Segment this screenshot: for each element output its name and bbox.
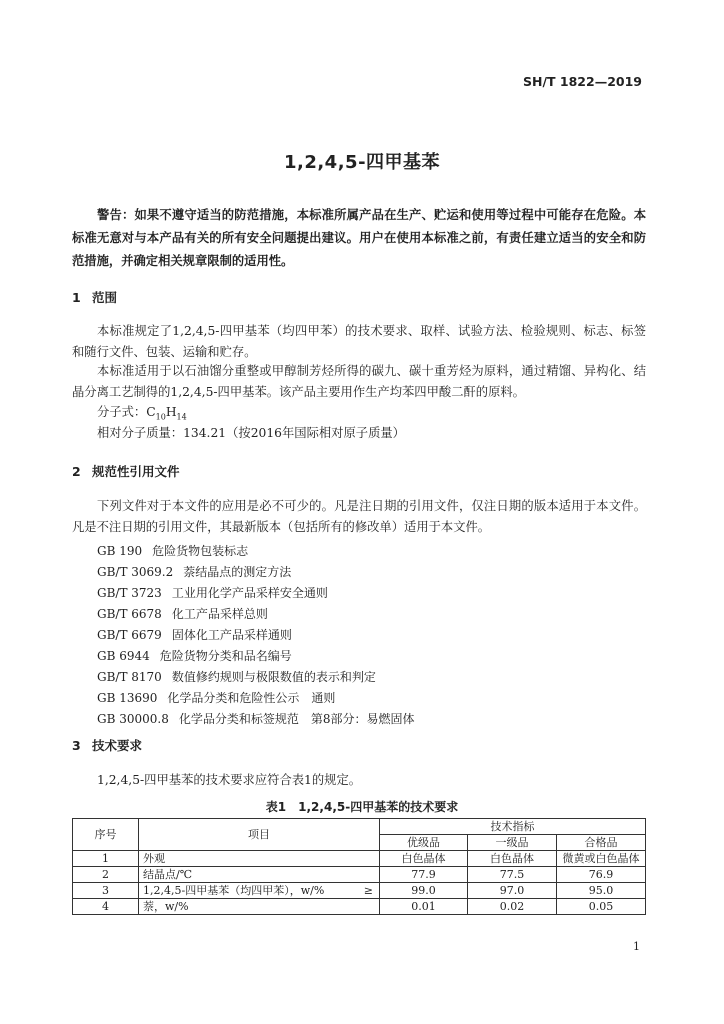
header-grade: 合格品	[557, 835, 646, 851]
reference-item	[97, 541, 414, 562]
reference-item	[97, 604, 414, 625]
formula-label: 分子式：	[97, 405, 147, 419]
reference-name: 化学品分类和标签规范 第8部分：易燃固体	[178, 712, 415, 726]
reference-code: GB/T 3069.2	[97, 565, 174, 579]
row-item	[139, 883, 380, 899]
section-3-intro: 1,2,4,5-四甲基苯的技术要求应符合表1的规定。	[97, 773, 362, 787]
section-1-title: 范围	[92, 290, 118, 305]
reference-code: GB/T 8170	[97, 670, 162, 684]
section-2-title: 规范性引用文件	[92, 464, 180, 479]
row-value: 77.5	[468, 867, 557, 883]
molecular-formula	[97, 402, 187, 421]
reference-code: GB 30000.8	[97, 712, 169, 726]
reference-name: 固体化工产品采样通则	[171, 628, 292, 642]
reference-name: 危险货物包装标志	[152, 544, 249, 558]
table-caption: 表1 1,2,4,5-四甲基苯的技术要求	[265, 800, 459, 814]
reference-name: 工业用化学产品采样安全通则	[171, 586, 328, 600]
reference-name: 化学品分类和危险性公示 通则	[167, 691, 336, 705]
row-value: 95.0	[557, 883, 646, 899]
row-value: 76.9	[557, 867, 646, 883]
header-item: 项目	[139, 819, 380, 851]
spec-table	[72, 818, 646, 915]
section-2-heading	[72, 462, 180, 480]
row-value: 97.0	[468, 883, 557, 899]
section-3-title: 技术要求	[92, 738, 143, 753]
reference-item	[97, 583, 414, 604]
warning-paragraph: 警告：如果不遵守适当的防范措施，本标准所属产品在生产、贮运和使用等过程中可能存在危险。本标准无意对与本产品有关的所有安全问题提出建议。用户在使用本标准之前，有责任建立适当的安全和防范措施，并确定相关规章限制的适用性。	[72, 208, 646, 268]
section-3-heading	[72, 736, 142, 754]
row-no: 4	[73, 899, 139, 915]
row-value: 0.02	[468, 899, 557, 915]
standard-number: SH/T 1822—2019	[523, 74, 642, 89]
row-item	[139, 899, 380, 915]
row-item-text: 1,2,4,5-四甲基苯（均四甲苯），w/%	[143, 884, 325, 897]
section-1-number: 1	[72, 290, 81, 305]
row-no: 2	[73, 867, 139, 883]
reference-name: 化工产品采样总则	[171, 607, 268, 621]
row-no: 3	[73, 883, 139, 899]
reference-code: GB/T 6679	[97, 628, 162, 642]
section-1-paragraph-2: 本标准适用于以石油馏分重整或甲醇制芳烃所得的碳九、碳十重芳烃为原料，通过精馏、异构化、结晶分离工艺制得的1,2,4,5-四甲基苯。该产品主要用作生产均苯四甲酸二酐的原料。	[72, 364, 646, 399]
formula-carbon: C	[146, 405, 156, 419]
formula-hydrogen: H	[165, 405, 177, 419]
row-item-text: 结晶点/℃	[143, 868, 193, 881]
header-grade: 优级品	[380, 835, 468, 851]
row-item-text: 萘，w/%	[143, 900, 189, 913]
reference-item	[97, 709, 414, 730]
reference-item	[97, 688, 414, 709]
row-no: 1	[73, 851, 139, 867]
reference-code: GB 13690	[97, 691, 158, 705]
section-2-intro: 下列文件对于本文件的应用是必不可少的。凡是注日期的引用文件，仅注日期的版本适用于本文件。凡是不注日期的引用文件，其最新版本（包括所有的修改单）适用于本文件。	[72, 499, 646, 534]
reference-name: 数值修约规则与极限数值的表示和判定	[171, 670, 376, 684]
header-no: 序号	[73, 819, 139, 851]
reference-name: 危险货物分类和品名编号	[159, 649, 292, 663]
reference-item	[97, 667, 414, 688]
table-row	[73, 851, 646, 867]
section-3-number: 3	[72, 738, 81, 753]
row-value: 99.0	[380, 883, 468, 899]
reference-list	[97, 541, 414, 730]
reference-code: GB 6944	[97, 649, 150, 663]
row-item	[139, 851, 380, 867]
reference-code: GB/T 6678	[97, 607, 162, 621]
reference-code: GB 190	[97, 544, 143, 558]
row-value: 白色晶体	[468, 851, 557, 867]
row-item-text: 外观	[143, 852, 165, 865]
row-value: 白色晶体	[380, 851, 468, 867]
reference-code: GB/T 3723	[97, 586, 162, 600]
row-value: 0.05	[557, 899, 646, 915]
header-grade: 一级品	[468, 835, 557, 851]
reference-item	[97, 562, 414, 583]
section-1-paragraph-1: 本标准规定了1,2,4,5-四甲基苯（均四甲苯）的技术要求、取样、试验方法、检验规则、标志、标签和随行文件、包装、运输和贮存。	[72, 324, 646, 359]
table-row	[73, 883, 646, 899]
row-value: 0.01	[380, 899, 468, 915]
reference-name: 萘结晶点的测定方法	[183, 565, 292, 579]
page-number: 1	[633, 940, 640, 953]
reference-item	[97, 646, 414, 667]
row-value: 微黄或白色晶体	[557, 851, 646, 867]
formula-hydrogen-count: 14	[176, 412, 187, 422]
section-2-number: 2	[72, 464, 81, 479]
table-header-row	[73, 819, 646, 835]
row-item	[139, 867, 380, 883]
row-operator: ≥	[363, 884, 373, 897]
table-row	[73, 867, 646, 883]
header-index: 技术指标	[380, 819, 646, 835]
molecular-mass: 相对分子质量：134.21（按2016年国际相对原子质量）	[97, 426, 405, 440]
formula-carbon-count: 10	[155, 412, 166, 422]
document-title: 1,2,4,5-四甲基苯	[283, 152, 441, 173]
section-1-heading	[72, 288, 117, 306]
reference-item	[97, 625, 414, 646]
row-value: 77.9	[380, 867, 468, 883]
table-row	[73, 899, 646, 915]
